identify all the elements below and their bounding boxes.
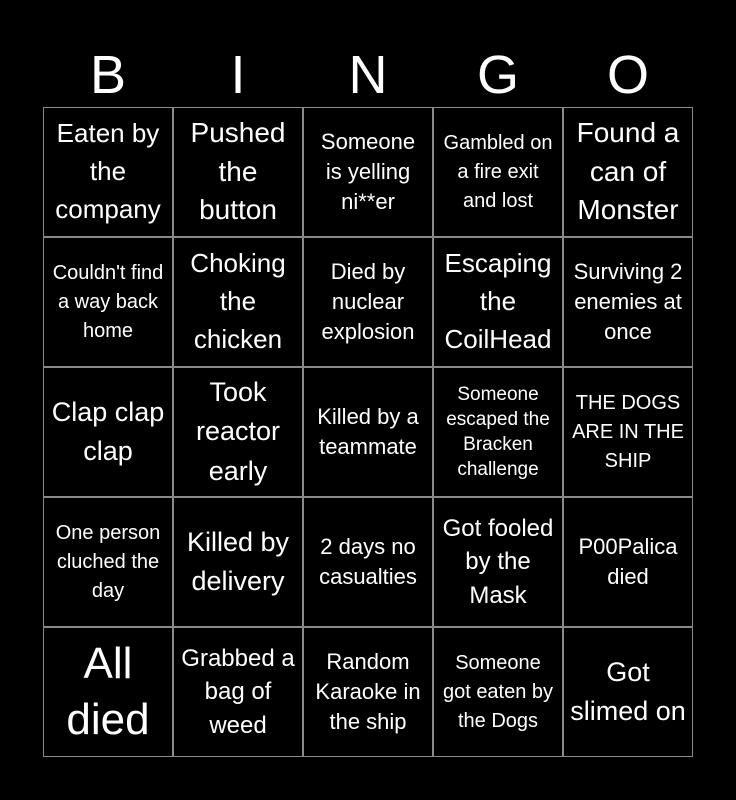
- cell-text: Died by nuclear explosion: [321, 259, 415, 344]
- bingo-cell-r2c2[interactable]: [173, 237, 303, 367]
- cell-text: One person cluched the day: [55, 521, 161, 602]
- cell-text: 2 days no casualties: [319, 534, 417, 589]
- cell-text: Random Karaoke in the ship: [315, 649, 421, 734]
- bingo-header: [43, 44, 693, 106]
- cell-text: Couldn't find a way back home: [52, 261, 164, 342]
- cell-text: Gambled on a fire exit and lost: [443, 131, 553, 212]
- bingo-cell-r4c5[interactable]: [563, 497, 693, 627]
- bingo-cell-r5c2[interactable]: [173, 627, 303, 757]
- bingo-cell-r3c3[interactable]: [303, 367, 433, 497]
- bingo-cell-r3c5[interactable]: [563, 367, 693, 497]
- cell-text: Eaten by the company: [55, 118, 161, 224]
- cell-text: Killed by a teammate: [317, 404, 419, 459]
- bingo-cell-r3c2[interactable]: [173, 367, 303, 497]
- bingo-cell-r1c4[interactable]: [433, 107, 563, 237]
- cell-text: P00Palica died: [578, 534, 678, 589]
- cell-text: Found a can of Monster: [576, 117, 680, 226]
- bingo-cell-r5c3[interactable]: [303, 627, 433, 757]
- bingo-cell-r3c4[interactable]: [433, 367, 563, 497]
- bingo-cell-r4c1[interactable]: [43, 497, 173, 627]
- cell-text: Killed by delivery: [186, 526, 290, 596]
- cell-text: Took reactor early: [195, 377, 281, 486]
- bingo-cell-r4c4[interactable]: [433, 497, 563, 627]
- cell-text: Choking the chicken: [190, 248, 286, 354]
- cell-text: Got fooled by the Mask: [442, 515, 554, 609]
- bingo-cell-r2c4[interactable]: [433, 237, 563, 367]
- cell-text: All died: [66, 638, 150, 744]
- cell-text: Someone got eaten by the Dogs: [442, 651, 554, 732]
- bingo-cell-r5c1[interactable]: [43, 627, 173, 757]
- cell-text: Grabbed a bag of weed: [181, 645, 295, 739]
- header-letter-g: G: [476, 45, 519, 105]
- header-letter-i: I: [230, 45, 246, 105]
- header-letter-b: B: [89, 45, 127, 105]
- bingo-cell-r1c3[interactable]: [303, 107, 433, 237]
- cell-text: Got slimed on: [570, 656, 686, 726]
- bingo-cell-r2c5[interactable]: [563, 237, 693, 367]
- bingo-cell-r1c2[interactable]: [173, 107, 303, 237]
- bingo-cell-r3c1[interactable]: [43, 367, 173, 497]
- bingo-cell-r1c1[interactable]: [43, 107, 173, 237]
- header-letter-o: O: [606, 45, 649, 105]
- bingo-cell-r5c4[interactable]: [433, 627, 563, 757]
- bingo-cell-r2c3[interactable]: [303, 237, 433, 367]
- bingo-cell-r5c5[interactable]: [563, 627, 693, 757]
- cell-text: THE DOGS ARE IN THE SHIP: [572, 391, 684, 472]
- cell-text: Someone is yelling ni**er: [320, 129, 416, 214]
- header-letter-n: N: [348, 45, 388, 105]
- cell-text: Clap clap clap: [51, 396, 165, 466]
- cell-text: Surviving 2 enemies at once: [573, 259, 683, 344]
- cell-text: Escaping the CoilHead: [444, 248, 552, 354]
- bingo-cell-r2c1[interactable]: [43, 237, 173, 367]
- cell-text: Someone escaped the Bracken challenge: [446, 383, 550, 481]
- cell-text: Pushed the button: [190, 117, 286, 226]
- bingo-board: [43, 107, 693, 757]
- bingo-cell-r4c2[interactable]: [173, 497, 303, 627]
- bingo-cell-r4c3[interactable]: [303, 497, 433, 627]
- bingo-cell-r1c5[interactable]: [563, 107, 693, 237]
